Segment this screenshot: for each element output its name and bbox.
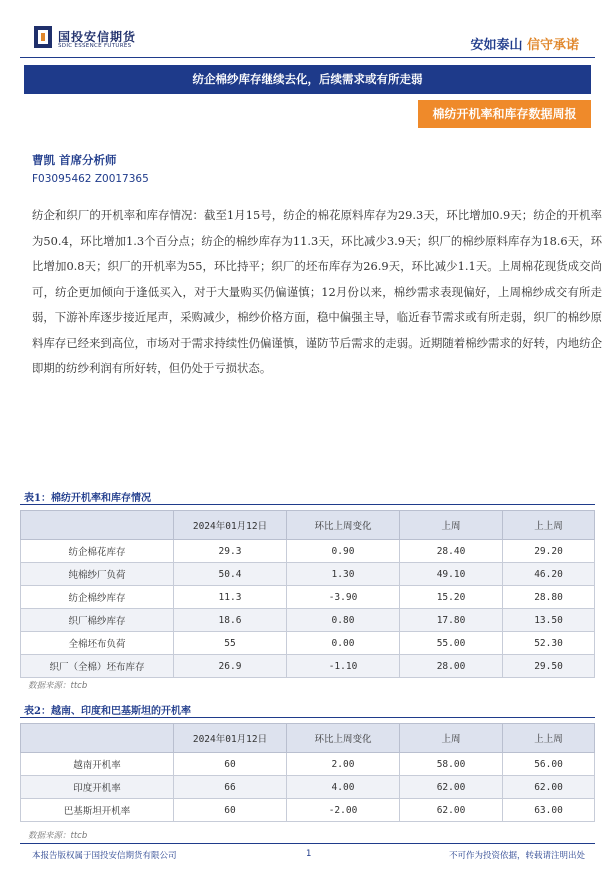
table-cell: 28.40 xyxy=(400,540,503,563)
table1-title: 表1：棉纺开机率和库存情况 xyxy=(24,493,151,504)
table-header-cell: 上上周 xyxy=(503,511,595,540)
table-cell: 62.00 xyxy=(400,799,503,822)
table-cell: 55.00 xyxy=(400,632,503,655)
table-row xyxy=(21,776,595,799)
table-cell: 全棉坯布负荷 xyxy=(21,632,174,655)
table-cell: 0.90 xyxy=(287,540,400,563)
table-cell: 11.3 xyxy=(174,586,287,609)
summary-paragraph: 纺企和织厂的开机率和库存情况：截至1月15号，纺企的棉花原料库存为29.3天，环比增加0.9天；纺企的开机率为50.4，环比增加1.3个百分点；纺企的棉纱库存为11.3天，环比减少3.9天；织厂的棉纱原料库存为18.6天，环比增加0.8天；织厂的开机率为55，环比持平；织厂的坯布库存为26.9天，环比减少1.1天。上周棉花现货成交尚可，纺企更加倾向于逢低买入，对于大量购买仍偏谨慎；12月份以来，棉纱需求表现偏好，上周棉纱成交有所走弱，下游补库逐步接近尾声，采购减少，棉纱价格方面，稳中偏强主导，临近春节需求或有所走弱，织厂的棉纱原料库存已经来到高位，市场对于需求持续性仍偏谨慎，谨防节后需求的走弱。近期随着棉纱需求的好转，内地纺企即期的纺纱利润有所好转，但仍处于亏损状态。 xyxy=(32,208,602,375)
footer-disclaimer: 不可作为投资依据，转载请注明出处 xyxy=(448,851,585,861)
logo-text-en: SDIC ESSENCE FUTURES xyxy=(58,43,132,49)
table-cell: 26.9 xyxy=(174,655,287,678)
table1-source: 数据来源：ttcb xyxy=(28,681,88,691)
table-cell: 60 xyxy=(174,753,287,776)
table-cell: 15.20 xyxy=(400,586,503,609)
table-cell: 0.80 xyxy=(287,609,400,632)
table-cell: 60 xyxy=(174,799,287,822)
table-row xyxy=(21,586,595,609)
table-header-cell: 2024年01月12日 xyxy=(174,724,287,753)
table-row xyxy=(21,540,595,563)
table-cell: 49.10 xyxy=(400,563,503,586)
table1 xyxy=(20,510,595,678)
table-cell: 织厂棉纱库存 xyxy=(21,609,174,632)
table-cell: 29.20 xyxy=(503,540,595,563)
report-type-tag: 棉纺开机率和库存数据周报 xyxy=(418,100,591,128)
table1-header-row xyxy=(21,511,595,540)
author-name: 曹凯 首席分析师 xyxy=(32,153,117,167)
table-cell: 巴基斯坦开机率 xyxy=(21,799,174,822)
logo-icon xyxy=(34,26,52,48)
table-header-cell: 上周 xyxy=(400,511,503,540)
author-certificate: F03095462 Z0017365 xyxy=(32,173,149,185)
table2-source: 数据来源：ttcb xyxy=(28,831,88,841)
table-row xyxy=(21,753,595,776)
table-cell: 55 xyxy=(174,632,287,655)
table2-title-rule xyxy=(20,717,595,718)
table-row xyxy=(21,799,595,822)
table-cell: 18.6 xyxy=(174,609,287,632)
table-cell: 越南开机率 xyxy=(21,753,174,776)
table-cell: -3.90 xyxy=(287,586,400,609)
table-header-cell: 上周 xyxy=(400,724,503,753)
table-cell: -2.00 xyxy=(287,799,400,822)
table-cell: 52.30 xyxy=(503,632,595,655)
table-cell: 66 xyxy=(174,776,287,799)
table-cell: 62.00 xyxy=(400,776,503,799)
table-cell: 织厂（全棉）坯布库存 xyxy=(21,655,174,678)
table-cell: 2.00 xyxy=(287,753,400,776)
table-header-cell xyxy=(21,724,174,753)
table-cell: 纯棉纱厂负荷 xyxy=(21,563,174,586)
header-divider xyxy=(20,57,595,58)
table2-header-row xyxy=(21,724,595,753)
table-header-cell: 环比上周变化 xyxy=(287,511,400,540)
table-header-cell: 环比上周变化 xyxy=(287,724,400,753)
table-cell: 29.50 xyxy=(503,655,595,678)
table-row xyxy=(21,563,595,586)
table-row xyxy=(21,632,595,655)
table2 xyxy=(20,723,595,822)
table-cell: 印度开机率 xyxy=(21,776,174,799)
table-cell: 50.4 xyxy=(174,563,287,586)
table-cell: 62.00 xyxy=(503,776,595,799)
table-cell: 29.3 xyxy=(174,540,287,563)
table-header-cell: 2024年01月12日 xyxy=(174,511,287,540)
footer-divider xyxy=(20,843,595,844)
slogan xyxy=(470,34,579,53)
table2-title: 表2：越南、印度和巴基斯坦的开机率 xyxy=(24,706,191,717)
logo-text-cn: 国投安信期货 xyxy=(58,30,137,44)
table-header-cell: 上上周 xyxy=(503,724,595,753)
table-cell: 纺企棉花库存 xyxy=(21,540,174,563)
table-row xyxy=(21,609,595,632)
page-number: 1 xyxy=(306,849,312,859)
report-title-banner: 纺企棉纱库存继续去化，后续需求或有所走弱 xyxy=(24,65,591,94)
table-cell: 13.50 xyxy=(503,609,595,632)
table-cell: 28.80 xyxy=(503,586,595,609)
table-cell: 58.00 xyxy=(400,753,503,776)
table-cell: 56.00 xyxy=(503,753,595,776)
footer-copyright: 本报告版权属于国投安信期货有限公司 xyxy=(32,851,177,861)
table-row xyxy=(21,655,595,678)
slogan-part-b: 信守承诺 xyxy=(526,38,579,53)
table-cell: 63.00 xyxy=(503,799,595,822)
table-header-cell xyxy=(21,511,174,540)
slogan-part-a: 安如泰山 xyxy=(470,38,523,53)
table-cell: 纺企棉纱库存 xyxy=(21,586,174,609)
table-cell: 0.00 xyxy=(287,632,400,655)
table-cell: 46.20 xyxy=(503,563,595,586)
table-cell: 1.30 xyxy=(287,563,400,586)
table-cell: 17.80 xyxy=(400,609,503,632)
table-cell: -1.10 xyxy=(287,655,400,678)
table-cell: 28.00 xyxy=(400,655,503,678)
table1-title-rule xyxy=(20,504,595,505)
table-cell: 4.00 xyxy=(287,776,400,799)
